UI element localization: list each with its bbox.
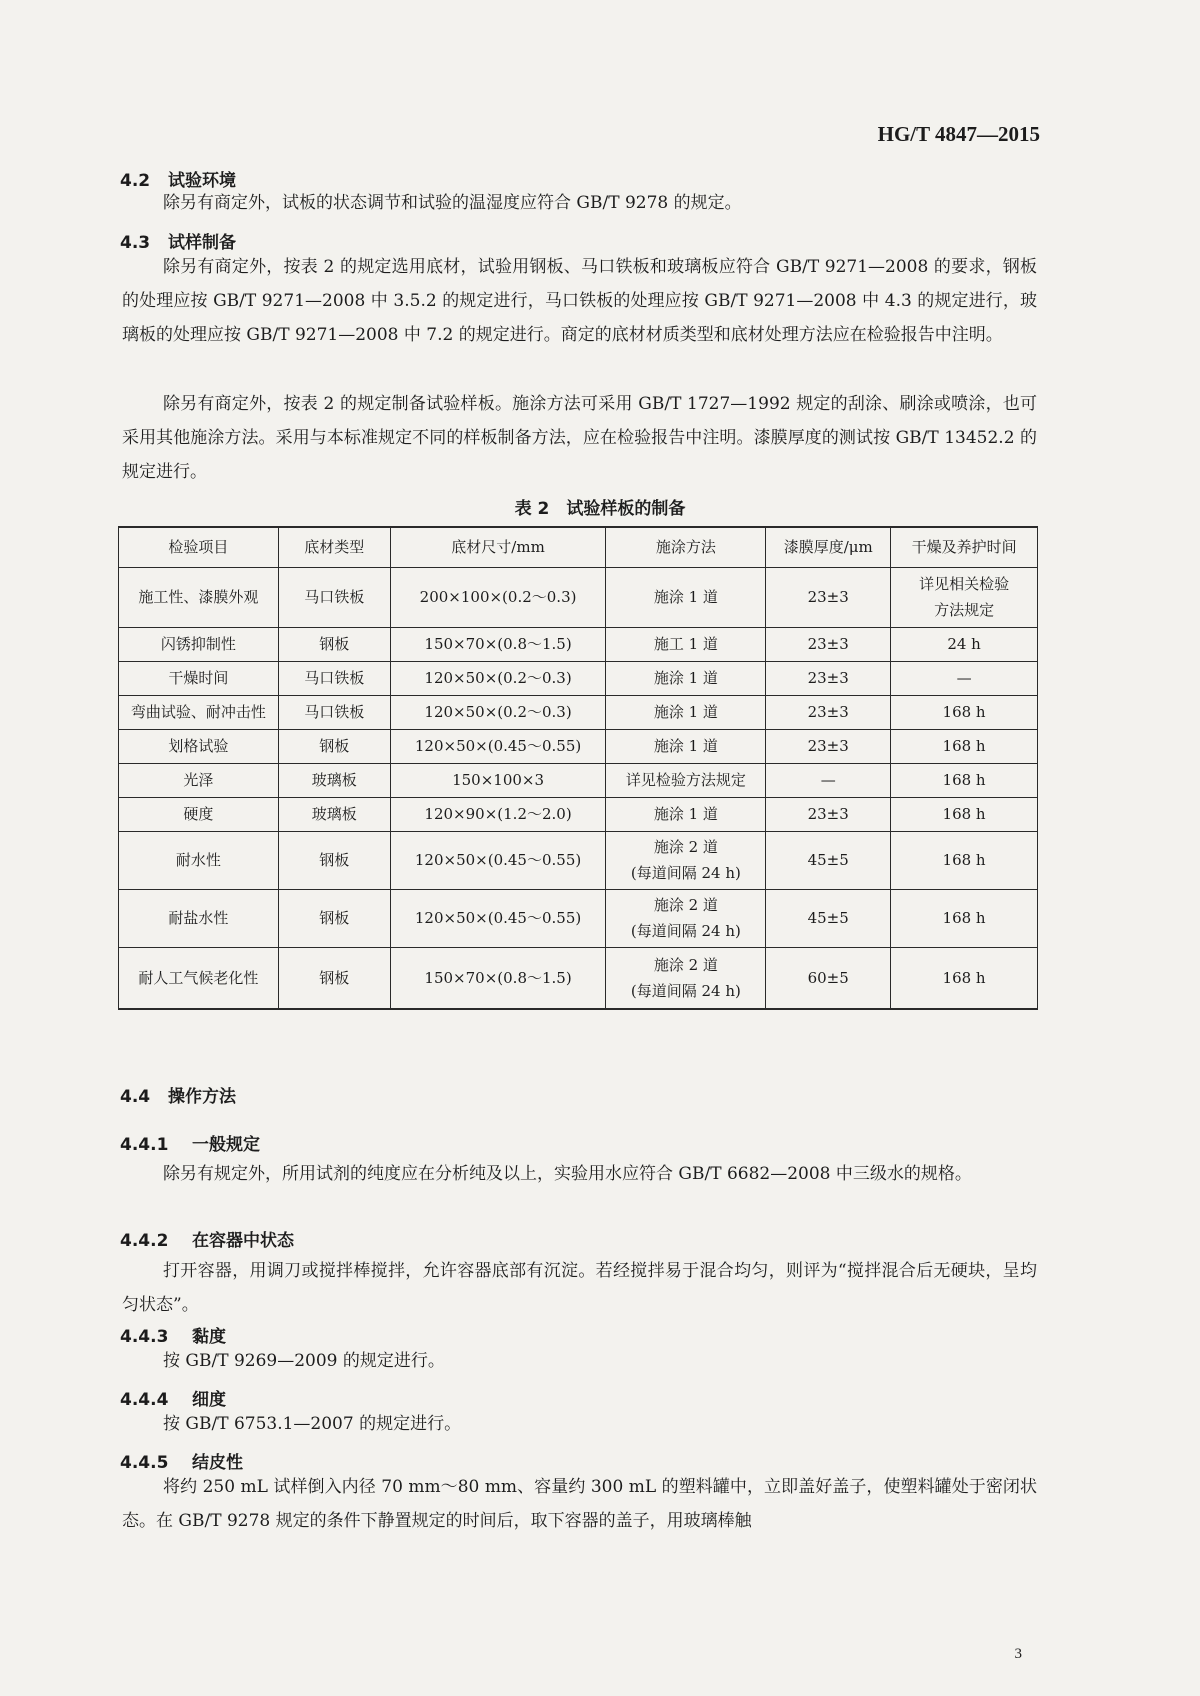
- paragraph-4-4-1: 除另有规定外，所用试剂的纯度应在分析纯及以上，实验用水应符合 GB/T 6682—2008 中三级水的规格。: [163, 1164, 972, 1184]
- paragraph-4-4-3: 按 GB/T 9269—2009 的规定进行。: [163, 1351, 445, 1371]
- cell-method: 施涂 1 道: [606, 695, 766, 729]
- cell-time: [891, 567, 1038, 627]
- cell-size: 120×50×(0.2～0.3): [390, 695, 606, 729]
- table-row: [119, 947, 1038, 1009]
- cell-time: 24 h: [891, 627, 1038, 661]
- paragraph-4-4-5: 将约 250 mL 试样倒入内径 70 mm～80 mm、容量约 300 mL 的塑料罐中，立即盖好盖子，使塑料罐处于密闭状态。在 GB/T 9278 规定的条件下静置规定的时间后，取下容器的盖子，用玻璃棒触: [122, 1477, 1037, 1531]
- section-title: 黏度: [192, 1327, 226, 1347]
- cell-time-line-2: 方法规定: [934, 601, 995, 619]
- cell-method: 施涂 1 道: [606, 797, 766, 831]
- cell-item: 划格试验: [119, 729, 279, 763]
- paragraph-4-4-4: 按 GB/T 6753.1—2007 的规定进行。: [163, 1414, 462, 1434]
- cell-method: 施涂 1 道: [606, 729, 766, 763]
- cell-method: [606, 947, 766, 1009]
- cell-time: 168 h: [891, 729, 1038, 763]
- column-header: 底材尺寸/mm: [390, 527, 606, 567]
- cell-thickness: 60±5: [766, 947, 891, 1009]
- section-heading-4-4-1: [120, 1130, 260, 1155]
- cell-time-line-1: 详见相关检验: [919, 575, 1010, 593]
- cell-thickness: —: [766, 763, 891, 797]
- section-heading-4-4: [120, 1082, 236, 1107]
- cell-substrate: 钢板: [278, 831, 390, 889]
- cell-item: 耐水性: [119, 831, 279, 889]
- cell-thickness: 45±5: [766, 889, 891, 947]
- section-title: 试样制备: [168, 233, 236, 253]
- table-row: [119, 763, 1038, 797]
- standard-code: HG/T 4847—2015: [877, 122, 1040, 146]
- cell-method: 施涂 1 道: [606, 661, 766, 695]
- cell-item: 耐盐水性: [119, 889, 279, 947]
- table-row: [119, 831, 1038, 889]
- table-row: [119, 661, 1038, 695]
- section-heading-4-4-2: [120, 1226, 294, 1251]
- table-row: [119, 567, 1038, 627]
- table-header-row: [119, 527, 1038, 567]
- page-number: 3: [1014, 1646, 1022, 1662]
- cell-size: 150×70×(0.8～1.5): [390, 627, 606, 661]
- cell-time: 168 h: [891, 797, 1038, 831]
- section-number: 4.4: [120, 1087, 151, 1107]
- cell-time: —: [891, 661, 1038, 695]
- paragraph-4-4-2: 打开容器，用调刀或搅拌棒搅拌，允许容器底部有沉淀。若经搅拌易于混合均匀，则评为“搅拌混合后无硬块，呈均匀状态”。: [122, 1261, 1037, 1315]
- section-number: 4.4.4: [120, 1390, 169, 1410]
- cell-time: 168 h: [891, 947, 1038, 1009]
- section-number: 4.3: [120, 233, 151, 253]
- cell-thickness: 23±3: [766, 695, 891, 729]
- table-row: [119, 729, 1038, 763]
- cell-substrate: 钢板: [278, 729, 390, 763]
- table-caption: 表 2 试验样板的制备: [514, 499, 686, 519]
- cell-method: [606, 889, 766, 947]
- cell-item: 施工性、漆膜外观: [119, 567, 279, 627]
- column-header: 施涂方法: [606, 527, 766, 567]
- cell-method-line-1: 施涂 2 道: [653, 955, 718, 974]
- section-number: 4.4.5: [120, 1453, 169, 1473]
- cell-size: 120×90×(1.2～2.0): [390, 797, 606, 831]
- cell-size: 120×50×(0.2～0.3): [390, 661, 606, 695]
- paragraph-4-2: 除另有商定外，试板的状态调节和试验的温湿度应符合 GB/T 9278 的规定。: [163, 193, 742, 213]
- cell-thickness: 45±5: [766, 831, 891, 889]
- cell-thickness: 23±3: [766, 797, 891, 831]
- cell-item: 干燥时间: [119, 661, 279, 695]
- sample-preparation-table: [118, 526, 1038, 1010]
- section-title: 细度: [192, 1390, 226, 1410]
- cell-substrate: 马口铁板: [278, 695, 390, 729]
- cell-size: 120×50×(0.45～0.55): [390, 729, 606, 763]
- cell-time: 168 h: [891, 831, 1038, 889]
- section-title: 试验环境: [168, 171, 236, 191]
- cell-method: 详见检验方法规定: [606, 763, 766, 797]
- cell-substrate: 玻璃板: [278, 763, 390, 797]
- cell-substrate: 玻璃板: [278, 797, 390, 831]
- table-row: [119, 627, 1038, 661]
- column-header: 底材类型: [278, 527, 390, 567]
- cell-size: 150×70×(0.8～1.5): [390, 947, 606, 1009]
- column-header: 漆膜厚度/μm: [766, 527, 891, 567]
- cell-item: 耐人工气候老化性: [119, 947, 279, 1009]
- column-header: 干燥及养护时间: [891, 527, 1038, 567]
- cell-substrate: 马口铁板: [278, 661, 390, 695]
- cell-item: 光泽: [119, 763, 279, 797]
- cell-method-line-1: 施涂 2 道: [653, 838, 718, 856]
- section-title: 结皮性: [192, 1453, 243, 1473]
- cell-size: 120×50×(0.45～0.55): [390, 831, 606, 889]
- section-number: 4.4.1: [120, 1135, 169, 1155]
- cell-thickness: 23±3: [766, 729, 891, 763]
- column-header: 检验项目: [119, 527, 279, 567]
- cell-substrate: 钢板: [278, 889, 390, 947]
- cell-size: 120×50×(0.45～0.55): [390, 889, 606, 947]
- cell-method-line-2: (每道间隔 24 h): [630, 864, 741, 882]
- cell-substrate: 钢板: [278, 627, 390, 661]
- section-number: 4.4.3: [120, 1327, 169, 1347]
- cell-method: [606, 831, 766, 889]
- section-title: 一般规定: [192, 1135, 260, 1155]
- cell-method: 施涂 1 道: [606, 567, 766, 627]
- table-row: [119, 695, 1038, 729]
- cell-thickness: 23±3: [766, 567, 891, 627]
- section-title: 在容器中状态: [192, 1231, 294, 1251]
- cell-substrate: 钢板: [278, 947, 390, 1009]
- section-number: 4.4.2: [120, 1231, 169, 1251]
- cell-time: 168 h: [891, 889, 1038, 947]
- cell-thickness: 23±3: [766, 661, 891, 695]
- paragraph-4-3-a: 除另有商定外，按表 2 的规定选用底材，试验用钢板、马口铁板和玻璃板应符合 GB/T 9271—2008 的要求，钢板的处理应按 GB/T 9271—2008 中 3.5.2 的规定进行，马口铁板的处理应按 GB/T 9271—2008 中 4.3 的规定进行，玻璃板的处理应按 GB/T 9271—2008 中 7.2 的规定进行。商定的底材材质类型和底材处理方法应在检验报告中注明。: [122, 257, 1037, 345]
- cell-method-line-2: (每道间隔 24 h): [630, 922, 741, 940]
- cell-item: 硬度: [119, 797, 279, 831]
- cell-size: 200×100×(0.2～0.3): [390, 567, 606, 627]
- cell-method: 施工 1 道: [606, 627, 766, 661]
- cell-substrate: 马口铁板: [278, 567, 390, 627]
- table-row: [119, 797, 1038, 831]
- cell-item: 弯曲试验、耐冲击性: [119, 695, 279, 729]
- cell-method-line-2: (每道间隔 24 h): [630, 981, 741, 1000]
- table-row: [119, 889, 1038, 947]
- cell-thickness: 23±3: [766, 627, 891, 661]
- section-title: 操作方法: [168, 1087, 236, 1107]
- cell-time: 168 h: [891, 763, 1038, 797]
- cell-method-line-1: 施涂 2 道: [653, 896, 718, 914]
- paragraph-4-3-b: 除另有商定外，按表 2 的规定制备试验样板。施涂方法可采用 GB/T 1727—1992 规定的刮涂、刷涂或喷涂，也可采用其他施涂方法。采用与本标准规定不同的样板制备方法，应在检验报告中注明。漆膜厚度的测试按 GB/T 13452.2 的规定进行。: [122, 394, 1037, 482]
- section-number: 4.2: [120, 171, 151, 191]
- cell-time: 168 h: [891, 695, 1038, 729]
- cell-size: 150×100×3: [390, 763, 606, 797]
- cell-item: 闪锈抑制性: [119, 627, 279, 661]
